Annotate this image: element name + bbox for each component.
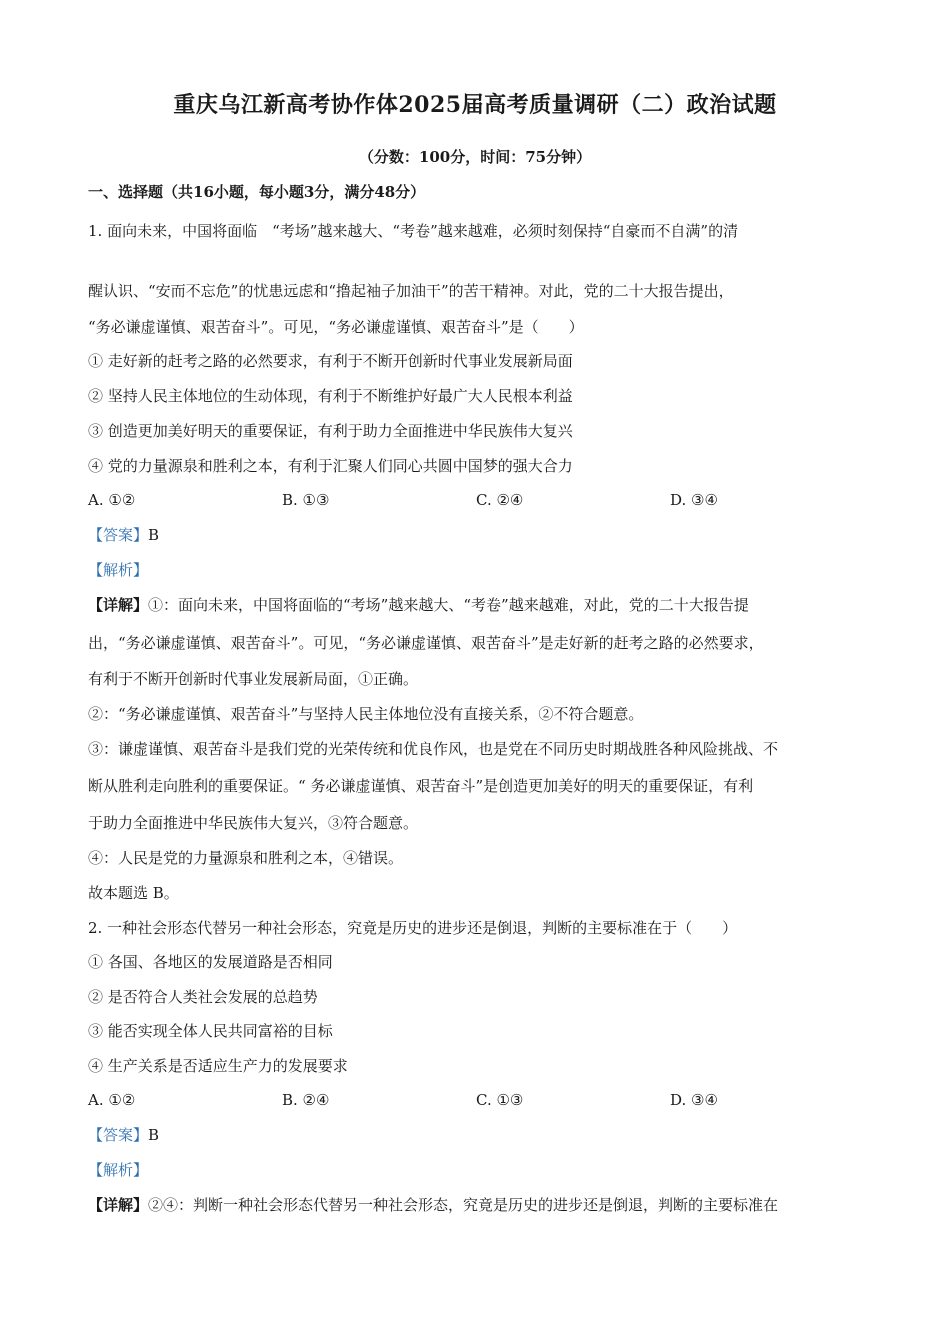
q1-analysis-tag: 【解析】 [88,561,149,579]
q2-detail-text-1: ②④：判断一种社会形态代替另一种社会形态，究竟是历史的进步还是倒退，判断的主要标准在 [148,1196,779,1214]
q1-detail-line-2: 出，“务必谦虚谨慎、艰苦奋斗”。可见，“务必谦虚谨慎、艰苦奋斗”是走好新的赶考之路的必然要求， [88,634,764,652]
q1-stem-line-2: 醒认识、“安而不忘危”的忧患远虑和“撸起袖子加油干”的苦干精神。对此，党的二十大报告提出， [88,282,734,300]
q1-detail-line-7: 于助力全面推进中华民族伟大复兴，③符合题意。 [88,814,419,832]
q2-statement-1: ① 各国、各地区的发展道路是否相同 [88,953,333,971]
q2-detail-line-1 [88,1194,778,1216]
q1-stem-line-1: 1. 面向未来，中国将面临 “考场”越来越大、“考卷”越来越难，必须时刻保持“自豪而不自满”的清 [88,222,739,240]
q1-answer-value: B [148,526,160,544]
q1-detail-line-4: ②：“务必谦虚谨慎、艰苦奋斗”与坚持人民主体地位没有直接关系，②不符合题意。 [88,705,644,723]
q1-stem-line-3: “务必谦虚谨慎、艰苦奋斗”。可见，“务必谦虚谨慎、艰苦奋斗”是（ ） [88,318,584,336]
q2-detail-tag: 【详解】 [88,1196,149,1214]
q1-answer [88,524,159,546]
q1-detail-tag: 【详解】 [88,596,149,614]
q2-answer-value: B [148,1126,160,1144]
q2-statement-3: ③ 能否实现全体人民共同富裕的目标 [88,1022,333,1040]
q2-answer-tag: 【答案】 [88,1126,149,1144]
q2-option-d: D. ③④ [670,1091,718,1109]
q1-option-d: D. ③④ [670,491,718,509]
q2-answer [88,1124,159,1146]
q1-statement-1: ① 走好新的赶考之路的必然要求，有利于不断开创新时代事业发展新局面 [88,352,573,370]
q2-option-c: C. ①③ [476,1091,524,1109]
exam-info: （分数：100分，时间：75分钟） [358,148,592,166]
q2-statement-2: ② 是否符合人类社会发展的总趋势 [88,988,318,1006]
page-title: 重庆乌江新高考协作体2025届高考质量调研（二）政治试题 [173,92,777,118]
q2-analysis-tag: 【解析】 [88,1161,149,1179]
q2-option-a: A. ①② [88,1091,136,1109]
q2-option-b: B. ②④ [282,1091,330,1109]
q1-detail-line-9: 故本题选 B。 [88,884,179,902]
q1-statement-3: ③ 创造更加美好明天的重要保证，有利于助力全面推进中华民族伟大复兴 [88,422,573,440]
q2-stem-line-1: 2. 一种社会形态代替另一种社会形态，究竟是历史的进步还是倒退，判断的主要标准在于（ ） [88,919,738,937]
q1-statement-2: ② 坚持人民主体地位的生动体现，有利于不断维护好最广大人民根本利益 [88,387,573,405]
q1-detail-line-1 [88,594,749,616]
q1-answer-tag: 【答案】 [88,526,149,544]
q1-option-b: B. ①③ [282,491,330,509]
q1-option-a: A. ①② [88,491,136,509]
q1-detail-line-5: ③：谦虚谨慎、艰苦奋斗是我们党的光荣传统和优良作风，也是党在不同历史时期战胜各种风险挑战、不 [88,740,779,758]
q1-detail-line-3: 有利于不断开创新时代事业发展新局面，①正确。 [88,670,419,688]
q1-statement-4: ④ 党的力量源泉和胜利之本，有利于汇聚人们同心共圆中国梦的强大合力 [88,457,573,475]
q1-detail-line-6: 断从胜利走向胜利的重要保证。“ 务必谦虚谨慎、艰苦奋斗”是创造更加美好的明天的重要保证，有利 [88,777,754,795]
q1-detail-text-1: ①：面向未来，中国将面临的“考场”越来越大、“考卷”越来越难，对此，党的二十大报告提 [148,596,749,614]
q1-option-c: C. ②④ [476,491,524,509]
q2-statement-4: ④ 生产关系是否适应生产力的发展要求 [88,1057,348,1075]
section-heading: 一、选择题（共16小题，每小题3分，满分48分） [88,183,426,201]
q1-detail-line-8: ④：人民是党的力量源泉和胜利之本，④错误。 [88,849,404,867]
